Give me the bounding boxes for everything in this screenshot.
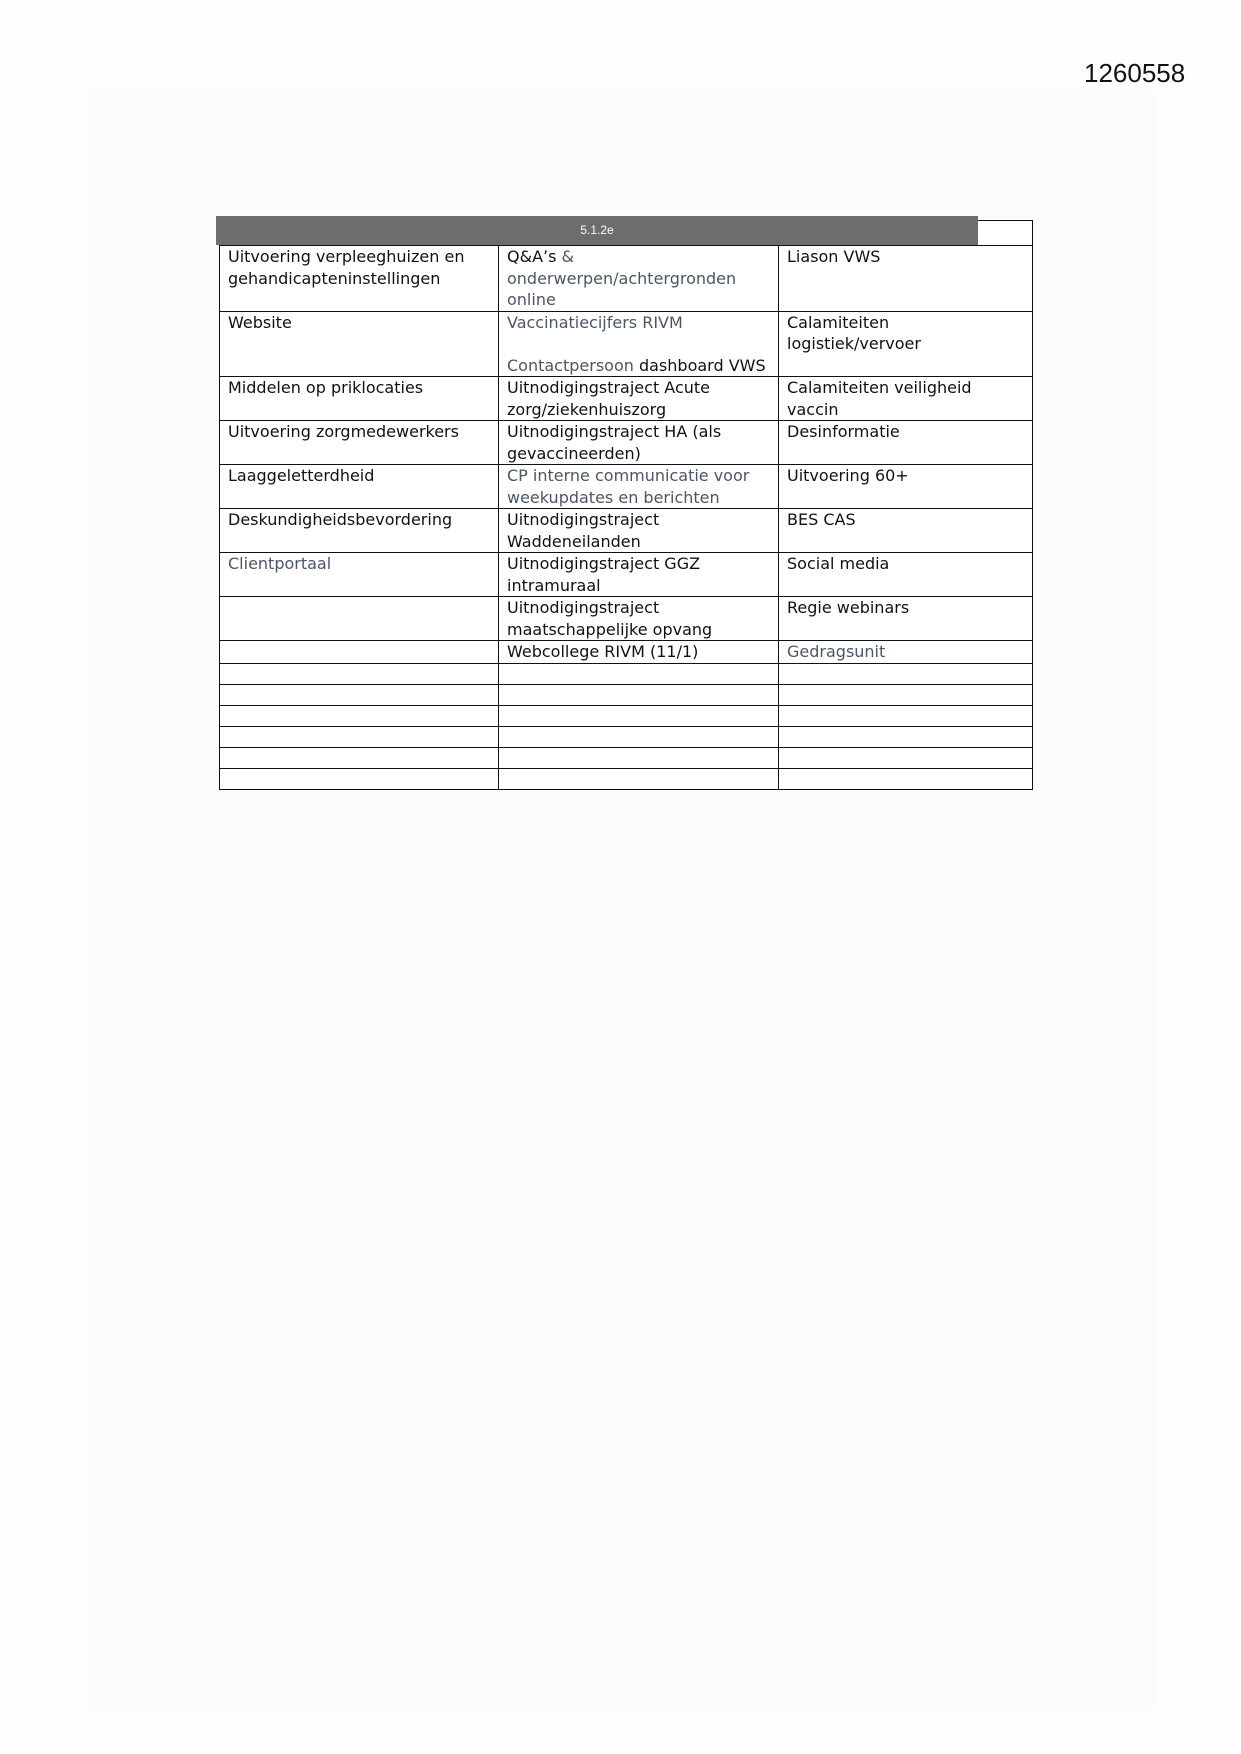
table-cell <box>220 509 499 553</box>
cell-text: Uitvoering 60+ <box>787 466 909 485</box>
table-cell <box>499 597 779 641</box>
topics-table <box>219 220 1033 790</box>
cell-text: Uitnodigingstraject GGZ intramuraal <box>507 554 701 595</box>
table-cell <box>499 465 779 509</box>
table-cell <box>499 509 779 553</box>
table-cell <box>499 377 779 421</box>
table-row <box>220 246 1033 312</box>
table-cell <box>220 768 499 789</box>
table-cell <box>779 311 1033 377</box>
cell-text: Clientportaal <box>228 554 332 573</box>
table-row <box>220 509 1033 553</box>
cell-text: Gedragsunit <box>787 642 886 661</box>
table-cell <box>499 663 779 684</box>
cell-text: Laaggeletterdheid <box>228 466 375 485</box>
table-cell <box>779 421 1033 465</box>
table-cell <box>220 663 499 684</box>
table-cell <box>220 421 499 465</box>
empty-table-row <box>220 684 1033 705</box>
table-cell <box>499 246 779 312</box>
table-row <box>220 597 1033 641</box>
blank-line <box>507 333 770 355</box>
cell-text: Deskundigheidsbevordering <box>228 510 453 529</box>
table-cell <box>499 726 779 747</box>
table-cell <box>220 377 499 421</box>
table-cell <box>779 768 1033 789</box>
table-cell <box>499 311 779 377</box>
table-cell <box>779 553 1033 597</box>
table-cell <box>220 684 499 705</box>
cell-text: Uitnodigingstraject maatschappelijke opvang <box>507 598 713 639</box>
table-cell <box>779 726 1033 747</box>
table-cell <box>220 553 499 597</box>
table-cell <box>779 684 1033 705</box>
cell-text: Social media <box>787 554 890 573</box>
table-cell <box>499 553 779 597</box>
table-cell <box>220 747 499 768</box>
empty-table-row <box>220 747 1033 768</box>
cell-text: Uitvoering verpleeghuizen en gehandicapteninstellingen <box>228 247 465 288</box>
table-row <box>220 377 1033 421</box>
cell-text: Middelen op priklocaties <box>228 378 424 397</box>
table-cell <box>779 377 1033 421</box>
cell-text: Webcollege RIVM (11/1) <box>507 642 699 661</box>
cell-text: Uitnodigingstraject HA (als gevaccineerden) <box>507 422 722 463</box>
cell-text: Desinformatie <box>787 422 900 441</box>
table-cell <box>499 421 779 465</box>
cell-text: Uitnodigingstraject Waddeneilanden <box>507 510 660 551</box>
redaction-bar: 5.1.2e <box>216 216 978 245</box>
cell-text: Calamiteiten veiligheid vaccin <box>787 378 972 419</box>
empty-table-row <box>220 726 1033 747</box>
table-row <box>220 641 1033 664</box>
cell-text: BES CAS <box>787 510 856 529</box>
table-row <box>220 553 1033 597</box>
table-cell <box>499 705 779 726</box>
cell-text: Website <box>228 312 292 332</box>
table-cell <box>220 465 499 509</box>
empty-table-row <box>220 705 1033 726</box>
table-cell <box>499 747 779 768</box>
cell-text: Uitvoering zorgmedewerkers <box>228 422 459 441</box>
table-row <box>220 465 1033 509</box>
cell-text: Regie webinars <box>787 598 910 617</box>
cell-text: dashboard VWS <box>638 355 766 375</box>
table-cell <box>779 705 1033 726</box>
table-cell <box>779 747 1033 768</box>
table-cell <box>779 246 1033 312</box>
table-cell <box>779 465 1033 509</box>
table-cell <box>220 246 499 312</box>
table-cell <box>220 726 499 747</box>
cell-text: CP interne communicatie voor weekupdates en berichten <box>507 466 750 507</box>
table-cell <box>779 509 1033 553</box>
table-cell <box>499 768 779 789</box>
empty-table-row <box>220 768 1033 789</box>
table-cell <box>220 705 499 726</box>
table-cell <box>220 641 499 664</box>
cell-text: Q&A’s <box>507 247 562 266</box>
table-cell <box>220 597 499 641</box>
document-number: 1260558 <box>1084 58 1186 88</box>
table-cell <box>499 641 779 664</box>
cell-text: & onderwerpen/achtergronden online <box>507 247 737 309</box>
table-cell <box>779 641 1033 664</box>
cell-text: Calamiteiten logistiek/vervoer <box>787 312 921 353</box>
empty-table-row <box>220 663 1033 684</box>
table-row <box>220 421 1033 465</box>
table-cell <box>779 663 1033 684</box>
cell-text: Vaccinatiecijfers RIVM <box>507 312 683 332</box>
table-row <box>220 311 1033 377</box>
table-cell <box>499 684 779 705</box>
cell-text: Liason VWS <box>787 247 881 266</box>
table-cell <box>220 311 499 377</box>
cell-text: Contactpersoon <box>507 355 639 375</box>
table-cell <box>779 597 1033 641</box>
cell-text: Uitnodigingstraject Acute zorg/ziekenhuiszorg <box>507 378 711 419</box>
